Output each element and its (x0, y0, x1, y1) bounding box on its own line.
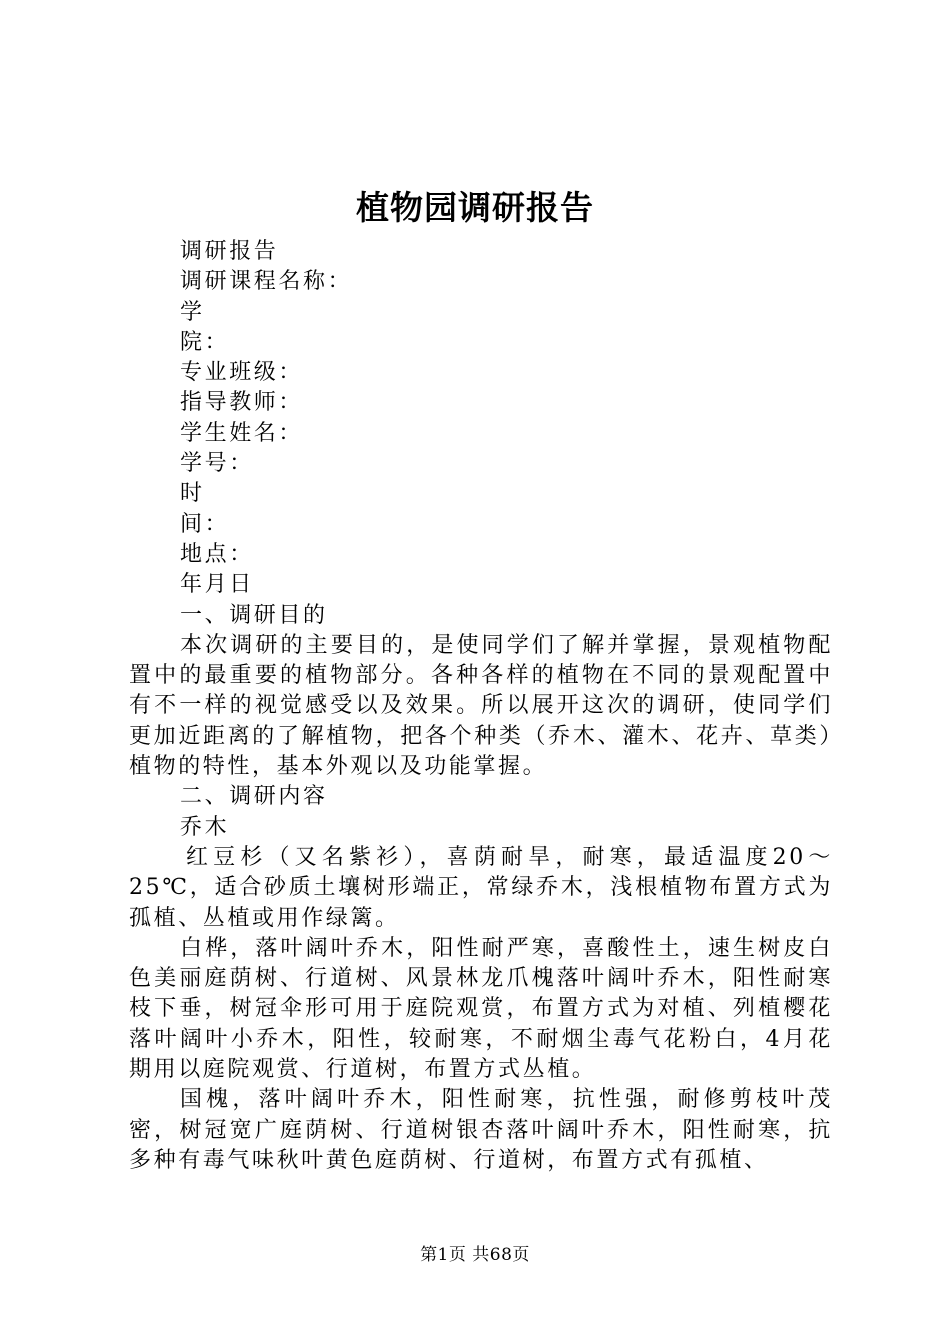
paragraph-yew: 红豆杉（又名紫衫），喜荫耐旱，耐寒，最适温度20～25℃，适合砂质土壤树形端正，常绿乔木，浅根植物布置方式为孤植、丛植或用作绿篱。 (129, 844, 833, 931)
paragraph-birch: 白桦，落叶阔叶乔木，阳性耐严寒，喜酸性土，速生树皮白色美丽庭荫树、行道树、风景林龙爪槐落叶阔叶乔木，阳性耐寒枝下垂，树冠伞形可用于庭院观赏，布置方式为对植、列植樱花落叶阔叶小乔木，阳性，较耐寒，不耐烟尘毒气花粉白，4月花期用以庭院观赏、行道树，布置方式丛植。 (129, 935, 833, 1083)
line-college-part1: 学 (180, 299, 205, 325)
document-body (129, 237, 833, 1176)
page-footer: 第1页 共68页 (420, 1245, 530, 1265)
line-time-part2: 间： (180, 511, 230, 537)
line-student-name: 学生姓名： (180, 420, 304, 446)
subsection-heading-trees: 乔木 (180, 814, 230, 840)
line-location: 地点： (180, 541, 254, 567)
document-title: 植物园调研报告 (356, 188, 594, 227)
line-course-name: 调研课程名称： (180, 269, 353, 295)
line-instructor: 指导教师： (180, 390, 304, 416)
line-time-part1: 时 (180, 481, 205, 507)
section-heading-purpose: 一、调研目的 (180, 602, 328, 628)
line-date: 年月日 (180, 572, 254, 598)
line-student-id: 学号： (180, 451, 254, 477)
line-major-class: 专业班级： (180, 360, 304, 386)
line-college-part2: 院： (180, 329, 230, 355)
paragraph-pagoda-tree: 国槐，落叶阔叶乔木，阳性耐寒，抗性强，耐修剪枝叶茂密，树冠宽广庭荫树、行道树银杏落叶阔叶乔木，阳性耐寒，抗多种有毒气味秋叶黄色庭荫树、行道树，布置方式有孤植、 (129, 1087, 833, 1173)
section-heading-content: 二、调研内容 (180, 784, 328, 810)
line-report-label: 调研报告 (180, 239, 279, 264)
paragraph-purpose: 本次调研的主要目的，是使同学们了解并掌握，景观植物配置中的最重要的植物部分。各种各样的植物在不同的景观配置中有不一样的视觉感受以及效果。所以展开这次的调研，使同学们更加近距离的了解植物，把各个种类（乔木、灌木、花卉、草类）植物的特性，基本外观以及功能掌握。 (129, 632, 833, 780)
